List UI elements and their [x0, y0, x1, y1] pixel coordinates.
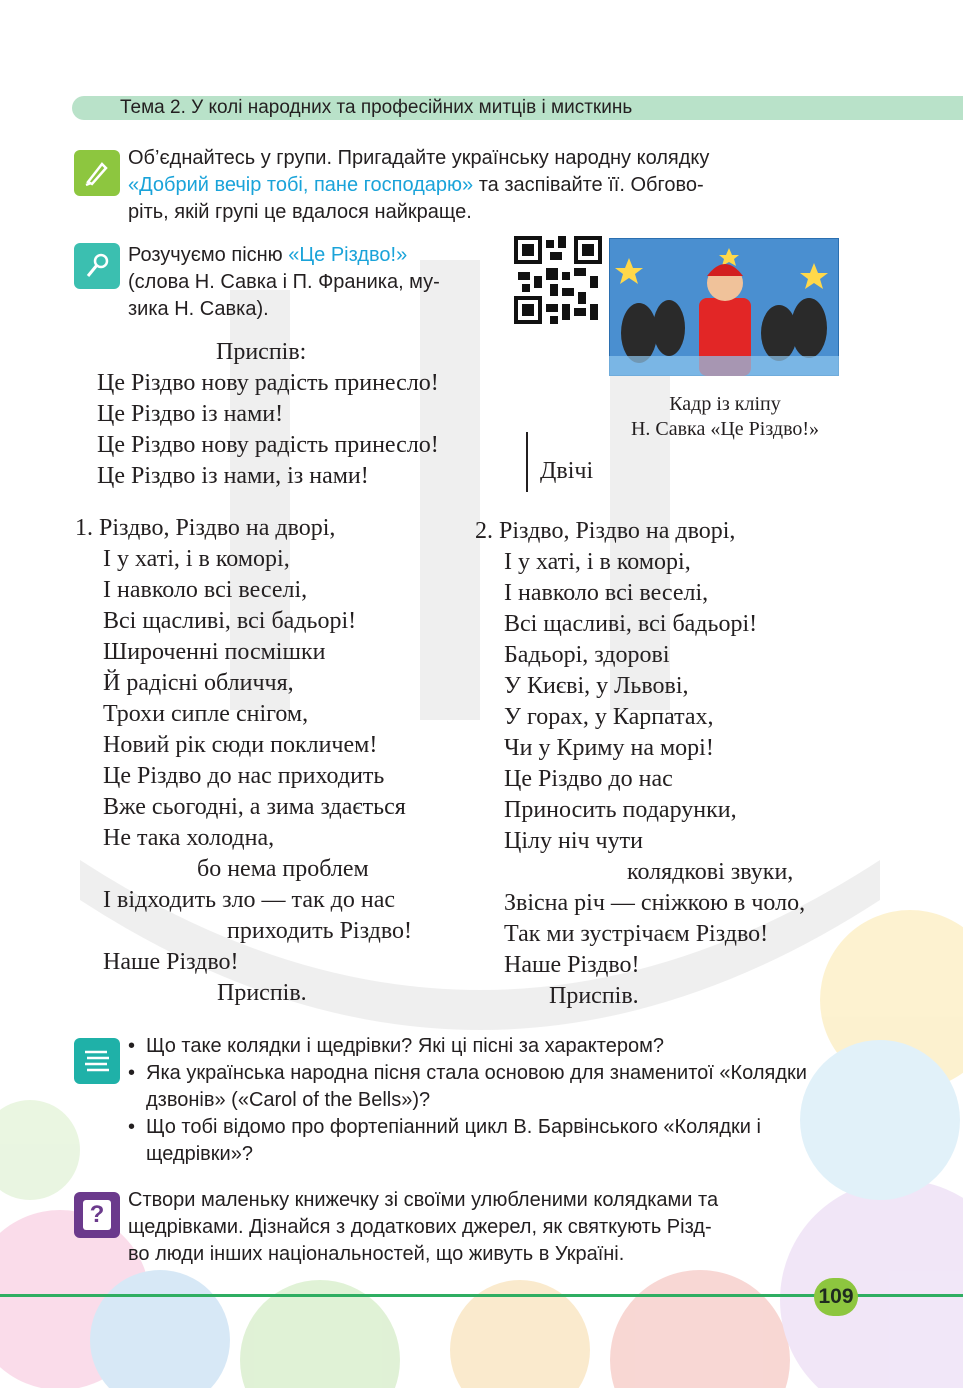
books-icon — [74, 1038, 120, 1084]
song-title: «Це Різдво!» — [288, 244, 408, 266]
task2-line2: (слова Н. Савка і П. Франика, му- — [128, 271, 440, 293]
repeat-label: Двічі — [540, 458, 594, 484]
chorus-lines — [97, 368, 439, 492]
task2-text — [128, 242, 498, 323]
verse-line: І у хаті, і в коморі, — [504, 549, 691, 575]
verse-line: Чи у Криму на морі! — [504, 735, 714, 761]
verse-line: Вже сьогодні, а зима здається — [103, 794, 406, 820]
question-mark: ? — [83, 1200, 111, 1230]
task4-line2: щедрівками. Дізнайся з додаткових джерел, як святкують Різд- — [128, 1216, 712, 1238]
verse-line: У Києві, у Львові, — [504, 673, 689, 699]
verse-line: Трохи сипле снігом, — [103, 701, 309, 727]
verse-line: І навколо всі веселі, — [103, 577, 308, 603]
verse-line: Приспів. — [549, 983, 639, 1009]
verse-line: Бадьорі, здорові — [504, 642, 670, 668]
chorus-line: Це Різдво із нами! — [97, 401, 284, 427]
chorus-line: Це Різдво із нами, із нами! — [97, 463, 369, 489]
verse2 — [475, 516, 805, 1012]
caption-line1: Кадр із кліпу — [669, 393, 781, 415]
question-item: • Що таке колядки і щедрівки? Які ці пісні за характером? — [128, 1033, 843, 1060]
page-number: 109 — [814, 1278, 858, 1316]
caption-line2: Н. Савка «Це Різдво!» — [630, 418, 820, 440]
verse-line: Це Різдво до нас — [504, 766, 673, 792]
verse-line: Новий рік сюди покличем! — [103, 732, 378, 758]
task1-line2-rest: та заспівайте її. Обгово- — [473, 174, 704, 196]
task1-line1: Об’єднайтесь у групи. Пригадайте українську народну колядку — [128, 147, 710, 169]
verse-line: І відходить зло — так до нас — [103, 887, 395, 913]
verse-line: приходить Різдво! — [227, 918, 413, 944]
task2-line1-pre: Розучуємо пісню — [128, 244, 289, 266]
question-item: • Що тобі відомо про фортепіанний цикл В. Барвінського «Колядки і щедрівки»? — [128, 1114, 843, 1168]
microphone-icon — [74, 243, 120, 289]
task4-line1: Створи маленьку книжечку зі своїми улюбленими колядками та — [128, 1189, 719, 1211]
verse-line: Звісна річ — сніжкою в чоло, — [504, 890, 806, 916]
verse-line: Всі щасливі, всі бадьорі! — [103, 608, 357, 634]
verse-line: У горах, у Карпатах, — [504, 704, 714, 730]
task4-line3: во люди інших національностей, що живуть в Україні. — [128, 1243, 625, 1265]
video-clip-image — [609, 238, 839, 376]
verse-line: Всі щасливі, всі бадьорі! — [504, 611, 758, 637]
task1-text — [128, 145, 848, 226]
task1-line3: ріть, якій групі це вдалося найкраще. — [128, 201, 472, 223]
verse-line: І у хаті, і в коморі, — [103, 546, 290, 572]
verse-line: Наше Різдво! — [504, 952, 640, 978]
task2-line3: зика Н. Савка). — [128, 298, 269, 320]
topic-title: Тема 2. У колі народних та професійних митців і мисткинь — [120, 97, 633, 118]
verse-line: Так ми зустрічаєм Різдво! — [504, 921, 769, 947]
chorus-line: Це Різдво нову радість принесло! — [97, 432, 439, 458]
task4-text — [128, 1187, 848, 1268]
clip-caption — [600, 392, 850, 442]
chorus-heading: Приспів: — [216, 339, 307, 365]
pen-icon — [74, 150, 120, 196]
verse-line: Приспів. — [217, 980, 307, 1006]
questions-list — [128, 1033, 843, 1168]
song-title-link: «Добрий вечір тобі, пане господарю» — [128, 174, 474, 196]
verse-line: 2. Різдво, Різдво на дворі, — [475, 518, 736, 544]
verse-line: 1. Різдво, Різдво на дворі, — [75, 515, 336, 541]
qr-code[interactable] — [514, 236, 602, 324]
verse-line: Цілу ніч чути — [504, 828, 643, 854]
repeat-bracket — [526, 432, 528, 492]
verse-line: Приносить подарунки, — [504, 797, 737, 823]
chorus-line: Це Різдво нову радість принесло! — [97, 370, 439, 396]
verse-line: колядкові звуки, — [627, 859, 794, 885]
verse-line: Це Різдво до нас приходить — [103, 763, 385, 789]
verse-line: І навколо всі веселі, — [504, 580, 709, 606]
verse-line: Наше Різдво! — [103, 949, 239, 975]
verse-line: Не така холодна, — [103, 825, 275, 851]
question-icon — [74, 1192, 120, 1238]
question-item: • Яка українська народна пісня стала основою для знаменитої «Колядки дзвонів» («Carol of the Bells»)? — [128, 1060, 843, 1114]
verse1 — [75, 513, 412, 1009]
verse-line: Й радісні обличчя, — [103, 670, 294, 696]
verse-line: бо нема проблем — [197, 856, 369, 882]
verse-line: Широченні посмішки — [103, 639, 326, 665]
